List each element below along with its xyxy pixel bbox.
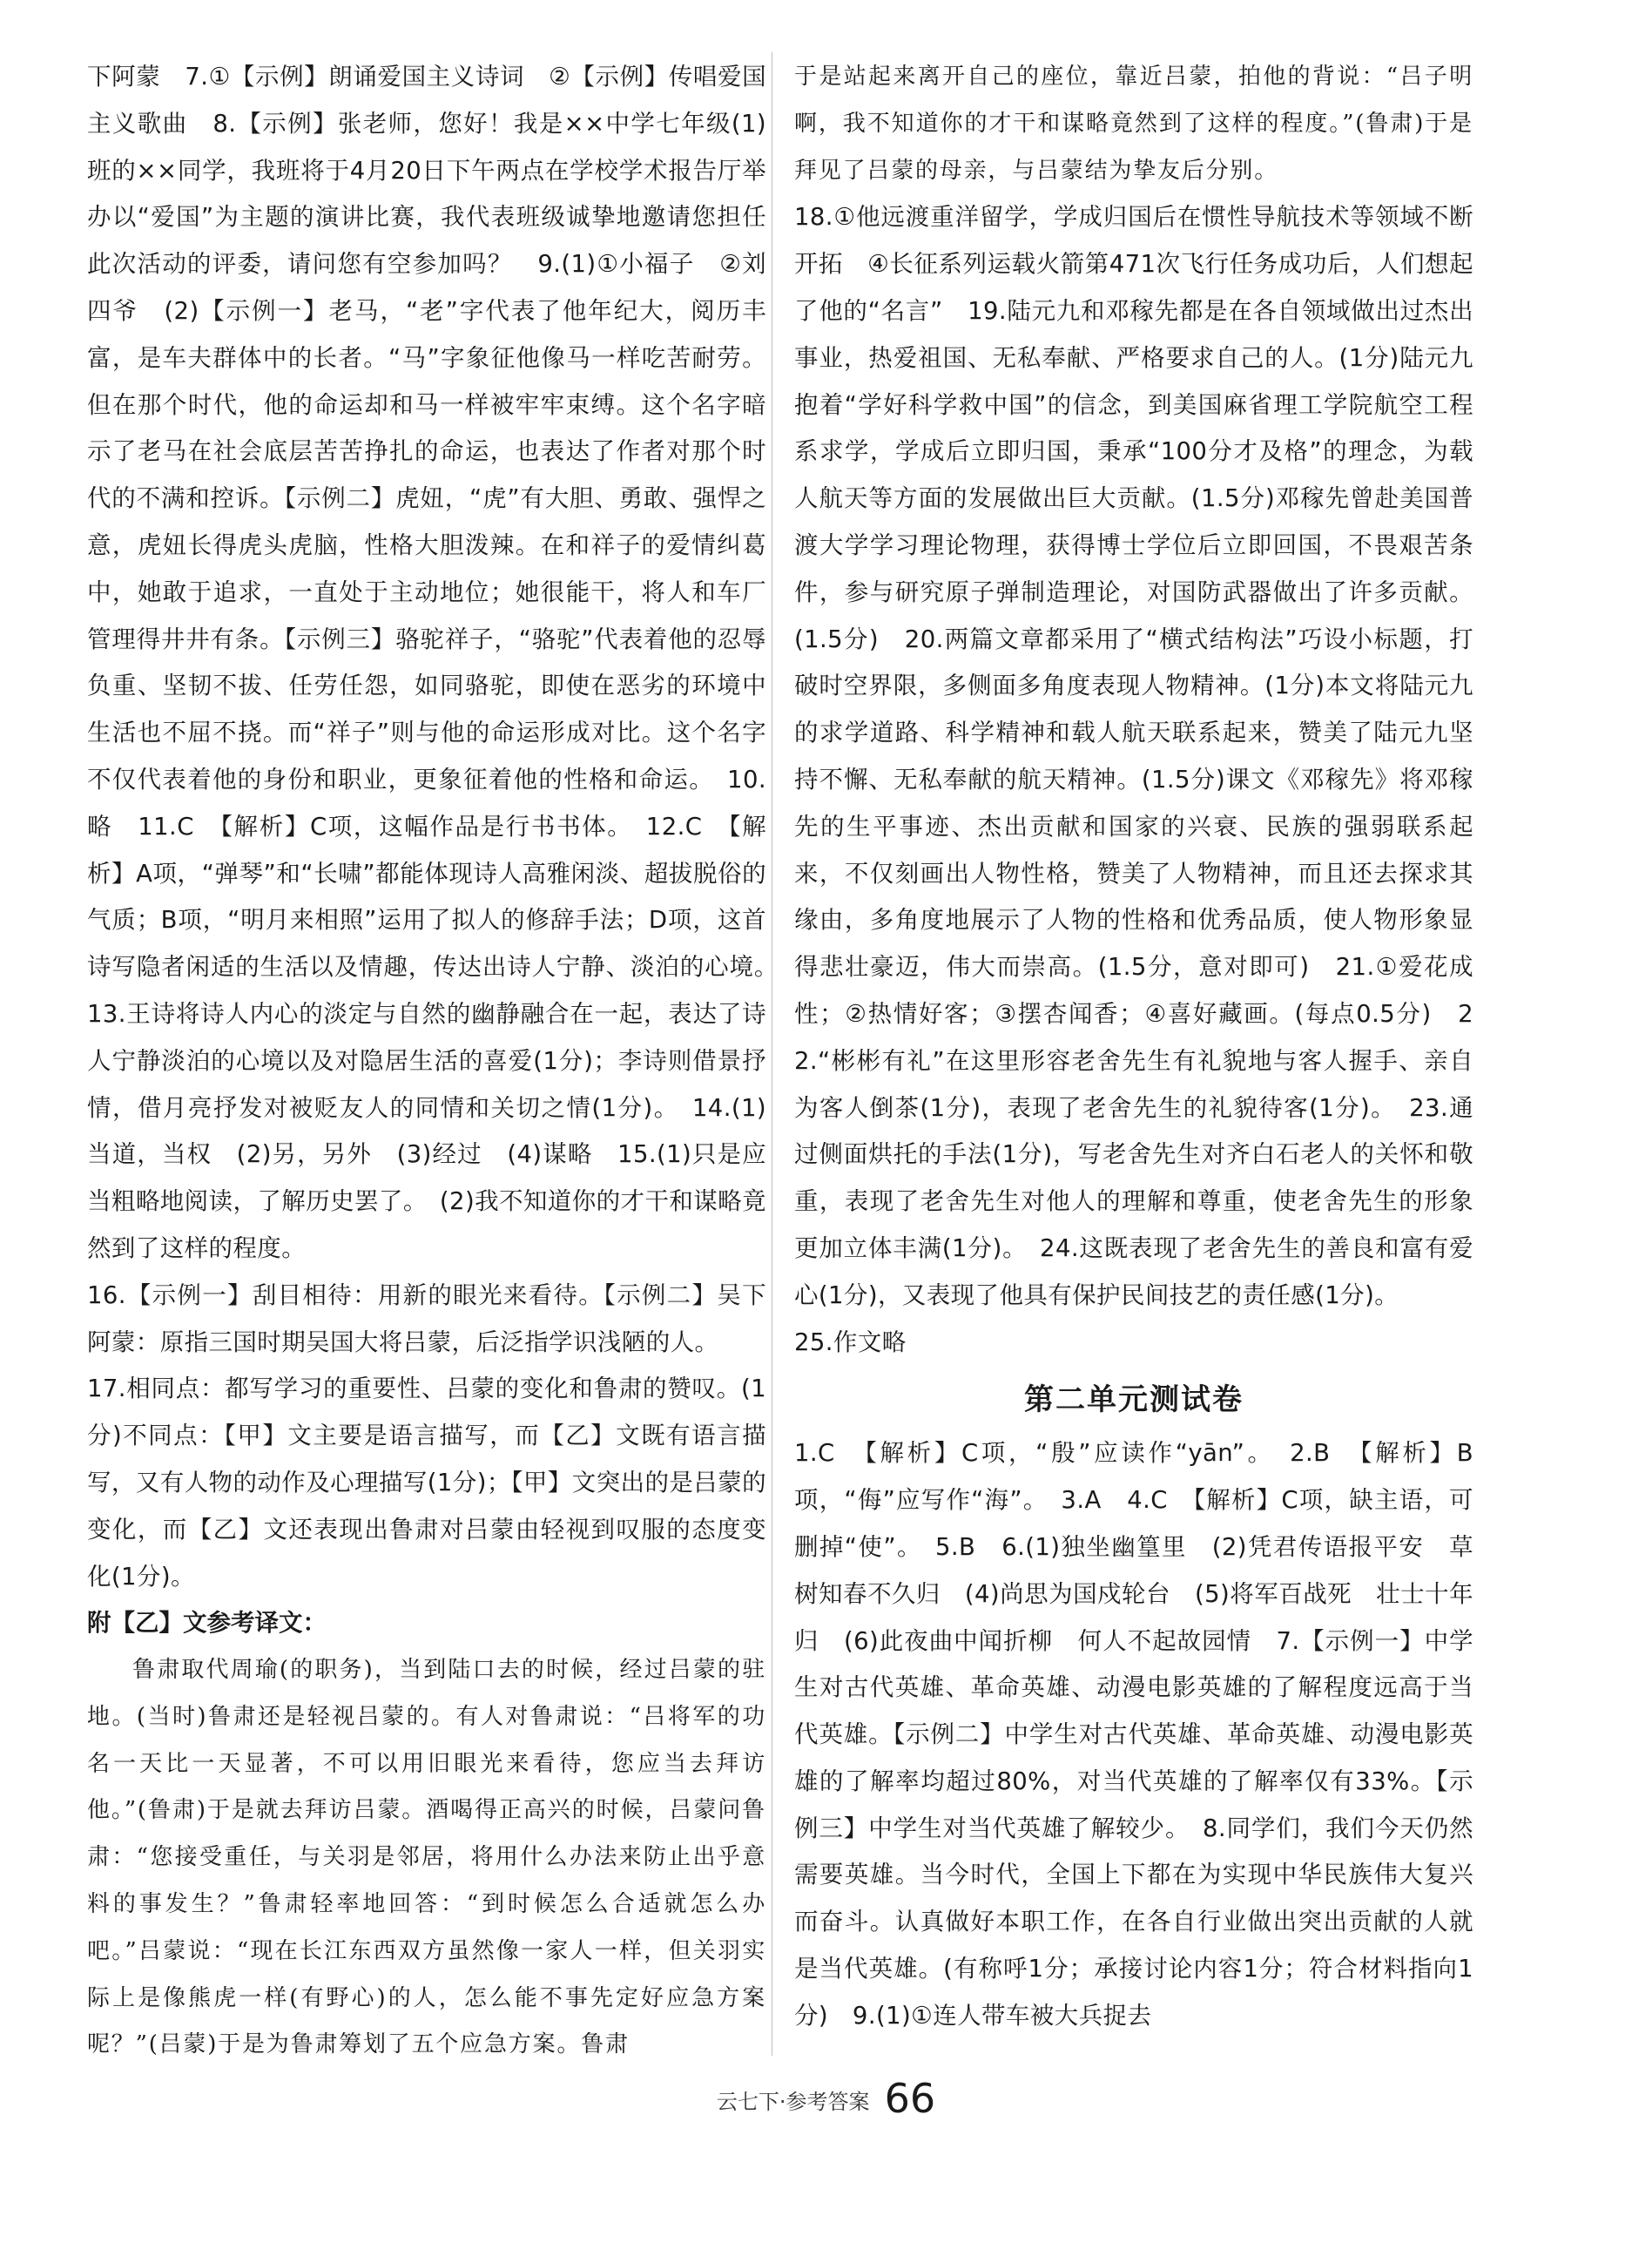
answer-17: 17.相同点：都写学习的重要性、吕蒙的变化和鲁肃的赞叹。(1分)不同点：【甲】文主要是语言描写，而【乙】文既有语言描写，又有人物的动作及心理描写(1分)；【甲】文突出的是吕蒙的变化，而【乙】文还表现出鲁肃对吕蒙由轻视到叹服的态度变化(1分)。 <box>87 1375 766 1591</box>
translation-text-right: 于是站起来离开自己的座位，靠近吕蒙，拍他的背说：“吕子明啊，我不知道你的才干和谋略竟然到了这样的程度。”(鲁肃)于是拜见了吕蒙的母亲，与吕蒙结为挚友后分别。 <box>794 64 1473 184</box>
answer-25: 25.作文略 <box>794 1328 907 1356</box>
section-title-unit2: 第二单元测试卷 <box>1024 1382 1244 1418</box>
footer-label: 云七下·参考答案 <box>716 2090 870 2114</box>
answers-block-unit1-part2: 18.①他远渡重洋留学，学成归国后在惯性导航技术等领域不断开拓 ④长征系列运载火箭第471次飞行任务成功后，人们想起了他的“名言” 19.陆元九和邓稼先都是在各自领域做出过杰出事业，热爱祖国、无私奉献、严格要求自己的人。(1分)陆元九抱着“学好科学救中国”的信念，到美国麻省理工学院航空工程系求学，学成后立即归国，秉承“100分才及格”的理念，为载人航天等方面的发展做出巨大贡献。(1.5分)邓稼先曾赴美国普渡大学学习理论物理，获得博士学位后立即回国，不畏艰苦条件，参与研究原子弹制造理论，对国防武器做出了许多贡献。(1.5分) 20.两篇文章都采用了“横式结构法”巧设小标题，打破时空界限，多侧面多角度表现人物精神。(1分)本文将陆元九的求学道路、科学精神和载人航天联系起来，赞美了陆元九坚持不懈、无私奉献的航天精神。(1.5分)课文《邓稼先》将邓稼先的生平事迹、杰出贡献和国家的兴衰、民族的强弱联系起来，不仅刻画出人物性格，赞美了人物精神，而且还去探求其缘由，多角度地展示了人物的性格和优秀品质，使人物形象显得悲壮豪迈，伟大而崇高。(1.5分，意对即可) 21.①爱花成性；②热情好客；③摆杏闻香；④喜好藏画。(每点0.5分) 22.“彬彬有礼”在这里形容老舍先生有礼貌地与客人握手、亲自为客人倒茶(1分)，表现了老舍先生的礼貌待客(1分)。 23.通过侧面烘托的手法(1分)，写老舍先生对齐白石老人的关怀和敬重，表现了老舍先生对他人的理解和尊重，使老舍先生的形象更加立体丰满(1分)。 24.这既表现了老舍先生的善良和富有爱心(1分)，又表现了他具有保护民间技艺的责任感(1分)。 <box>794 203 1473 1309</box>
translation-heading: 附【乙】文参考译文： <box>87 1609 327 1638</box>
right-column <box>794 54 1473 2040</box>
translation-text-left: 鲁肃取代周瑜(的职务)，当到陆口去的时候，经过吕蒙的驻地。(当时)鲁肃还是轻视吕蒙的。有人对鲁肃说：“吕将军的功名一天比一天显著，不可以用旧眼光来看待，您应当去拜访他。”(鲁肃)于是就去拜访吕蒙。酒喝得正高兴的时候，吕蒙问鲁肃：“您接受重任，与关羽是邻居，将用什么办法来防止出乎意料的事发生？”鲁肃轻率地回答：“到时候怎么合适就怎么办吧。”吕蒙说：“现在长江东西双方虽然像一家人一样，但关羽实际上是像熊虎一样(有野心)的人，怎么能不事先定好应急方案呢？”(吕蒙)于是为鲁肃筹划了五个应急方案。鲁肃 <box>87 1657 766 2058</box>
page-number: 66 <box>884 2075 936 2122</box>
answer-16: 16.【示例一】刮目相待：用新的眼光来看待。【示例二】吴下阿蒙：原指三国时期吴国大将吕蒙，后泛指学识浅陋的人。 <box>87 1280 766 1356</box>
left-column <box>87 54 791 2069</box>
page-footer <box>0 2075 1652 2122</box>
answers-block-unit1-part1: 下阿蒙 7.①【示例】朗诵爱国主义诗词 ②【示例】传唱爱国主义歌曲 8.【示例】张老师，您好！我是××中学七年级(1)班的××同学，我班将于4月20日下午两点在学校学术报告厅举办以“爱国”为主题的演讲比赛，我代表班级诚挚地邀请您担任此次活动的评委，请问您有空参加吗？ 9.(1)①小福子 ②刘四爷 (2)【示例一】老马，“老”字代表了他年纪大，阅历丰富，是车夫群体中的长者。“马”字象征他像马一样吃苦耐劳。但在那个时代，他的命运却和马一样被牢牢束缚。这个名字暗示了老马在社会底层苦苦挣扎的命运，也表达了作者对那个时代的不满和控诉。【示例二】虎妞，“虎”有大胆、勇敢、强悍之意，虎妞长得虎头虎脑，性格大胆泼辣。在和祥子的爱情纠葛中，她敢于追求，一直处于主动地位；她很能干，将人和车厂管理得井井有条。【示例三】骆驼祥子，“骆驼”代表着他的忍辱负重、坚韧不拔、任劳任怨，如同骆驼，即使在恶劣的环境中生活也不屈不挠。而“祥子”则与他的命运形成对比。这个名字不仅代表着他的身份和职业，更象征着他的性格和命运。 10.略 11.C 【解析】C项，这幅作品是行书书体。 12.C 【解析】A项，“弹琴”和“长啸”都能体现诗人高雅闲淡、超拔脱俗的气质；B项，“明月来相照”运用了拟人的修辞手法；D项，这首诗写隐者闲适的生活以及情趣，传达出诗人宁静、淡泊的心境。 13.王诗将诗人内心的淡定与自然的幽静融合在一起，表达了诗人宁静淡泊的心境以及对隐居生活的喜爱(1分)；李诗则借景抒情，借月亮抒发对被贬友人的同情和关切之情(1分)。 14.(1)当道，当权 (2)另，另外 (3)经过 (4)谋略 15.(1)只是应当粗略地阅读，了解历史罢了。 (2)我不知道你的才干和谋略竟然到了这样的程度。 <box>87 63 791 1262</box>
answers-block-unit2: 1.C 【解析】C项，“殷”应读作“yān”。 2.B 【解析】B项，“侮”应写作“海”。 3.A 4.C 【解析】C项，缺主语，可删掉“使”。 5.B 6.(1)独坐幽篁里 (2)凭君传语报平安 草树知春不久归 (4)尚思为国戍轮台 (5)将军百战死 壮士十年归 (6)此夜曲中闻折柳 何人不起故园情 7.【示例一】中学生对古代英雄、革命英雄、动漫电影英雄的了解程度远高于当代英雄。【示例二】中学生对古代英雄、革命英雄、动漫电影英雄的了解率均超过80%，对当代英雄的了解率仅有33%。【示例三】中学生对当代英雄了解较少。 8.同学们，我们今天仍然需要英雄。当今时代，全国上下都在为实现中华民族伟大复兴而奋斗。认真做好本职工作，在各自行业做出突出贡献的人就是当代英雄。(有称呼1分；承接讨论内容1分；符合材料指向1分) 9.(1)①连人带车被大兵捉去 <box>794 1439 1473 2030</box>
